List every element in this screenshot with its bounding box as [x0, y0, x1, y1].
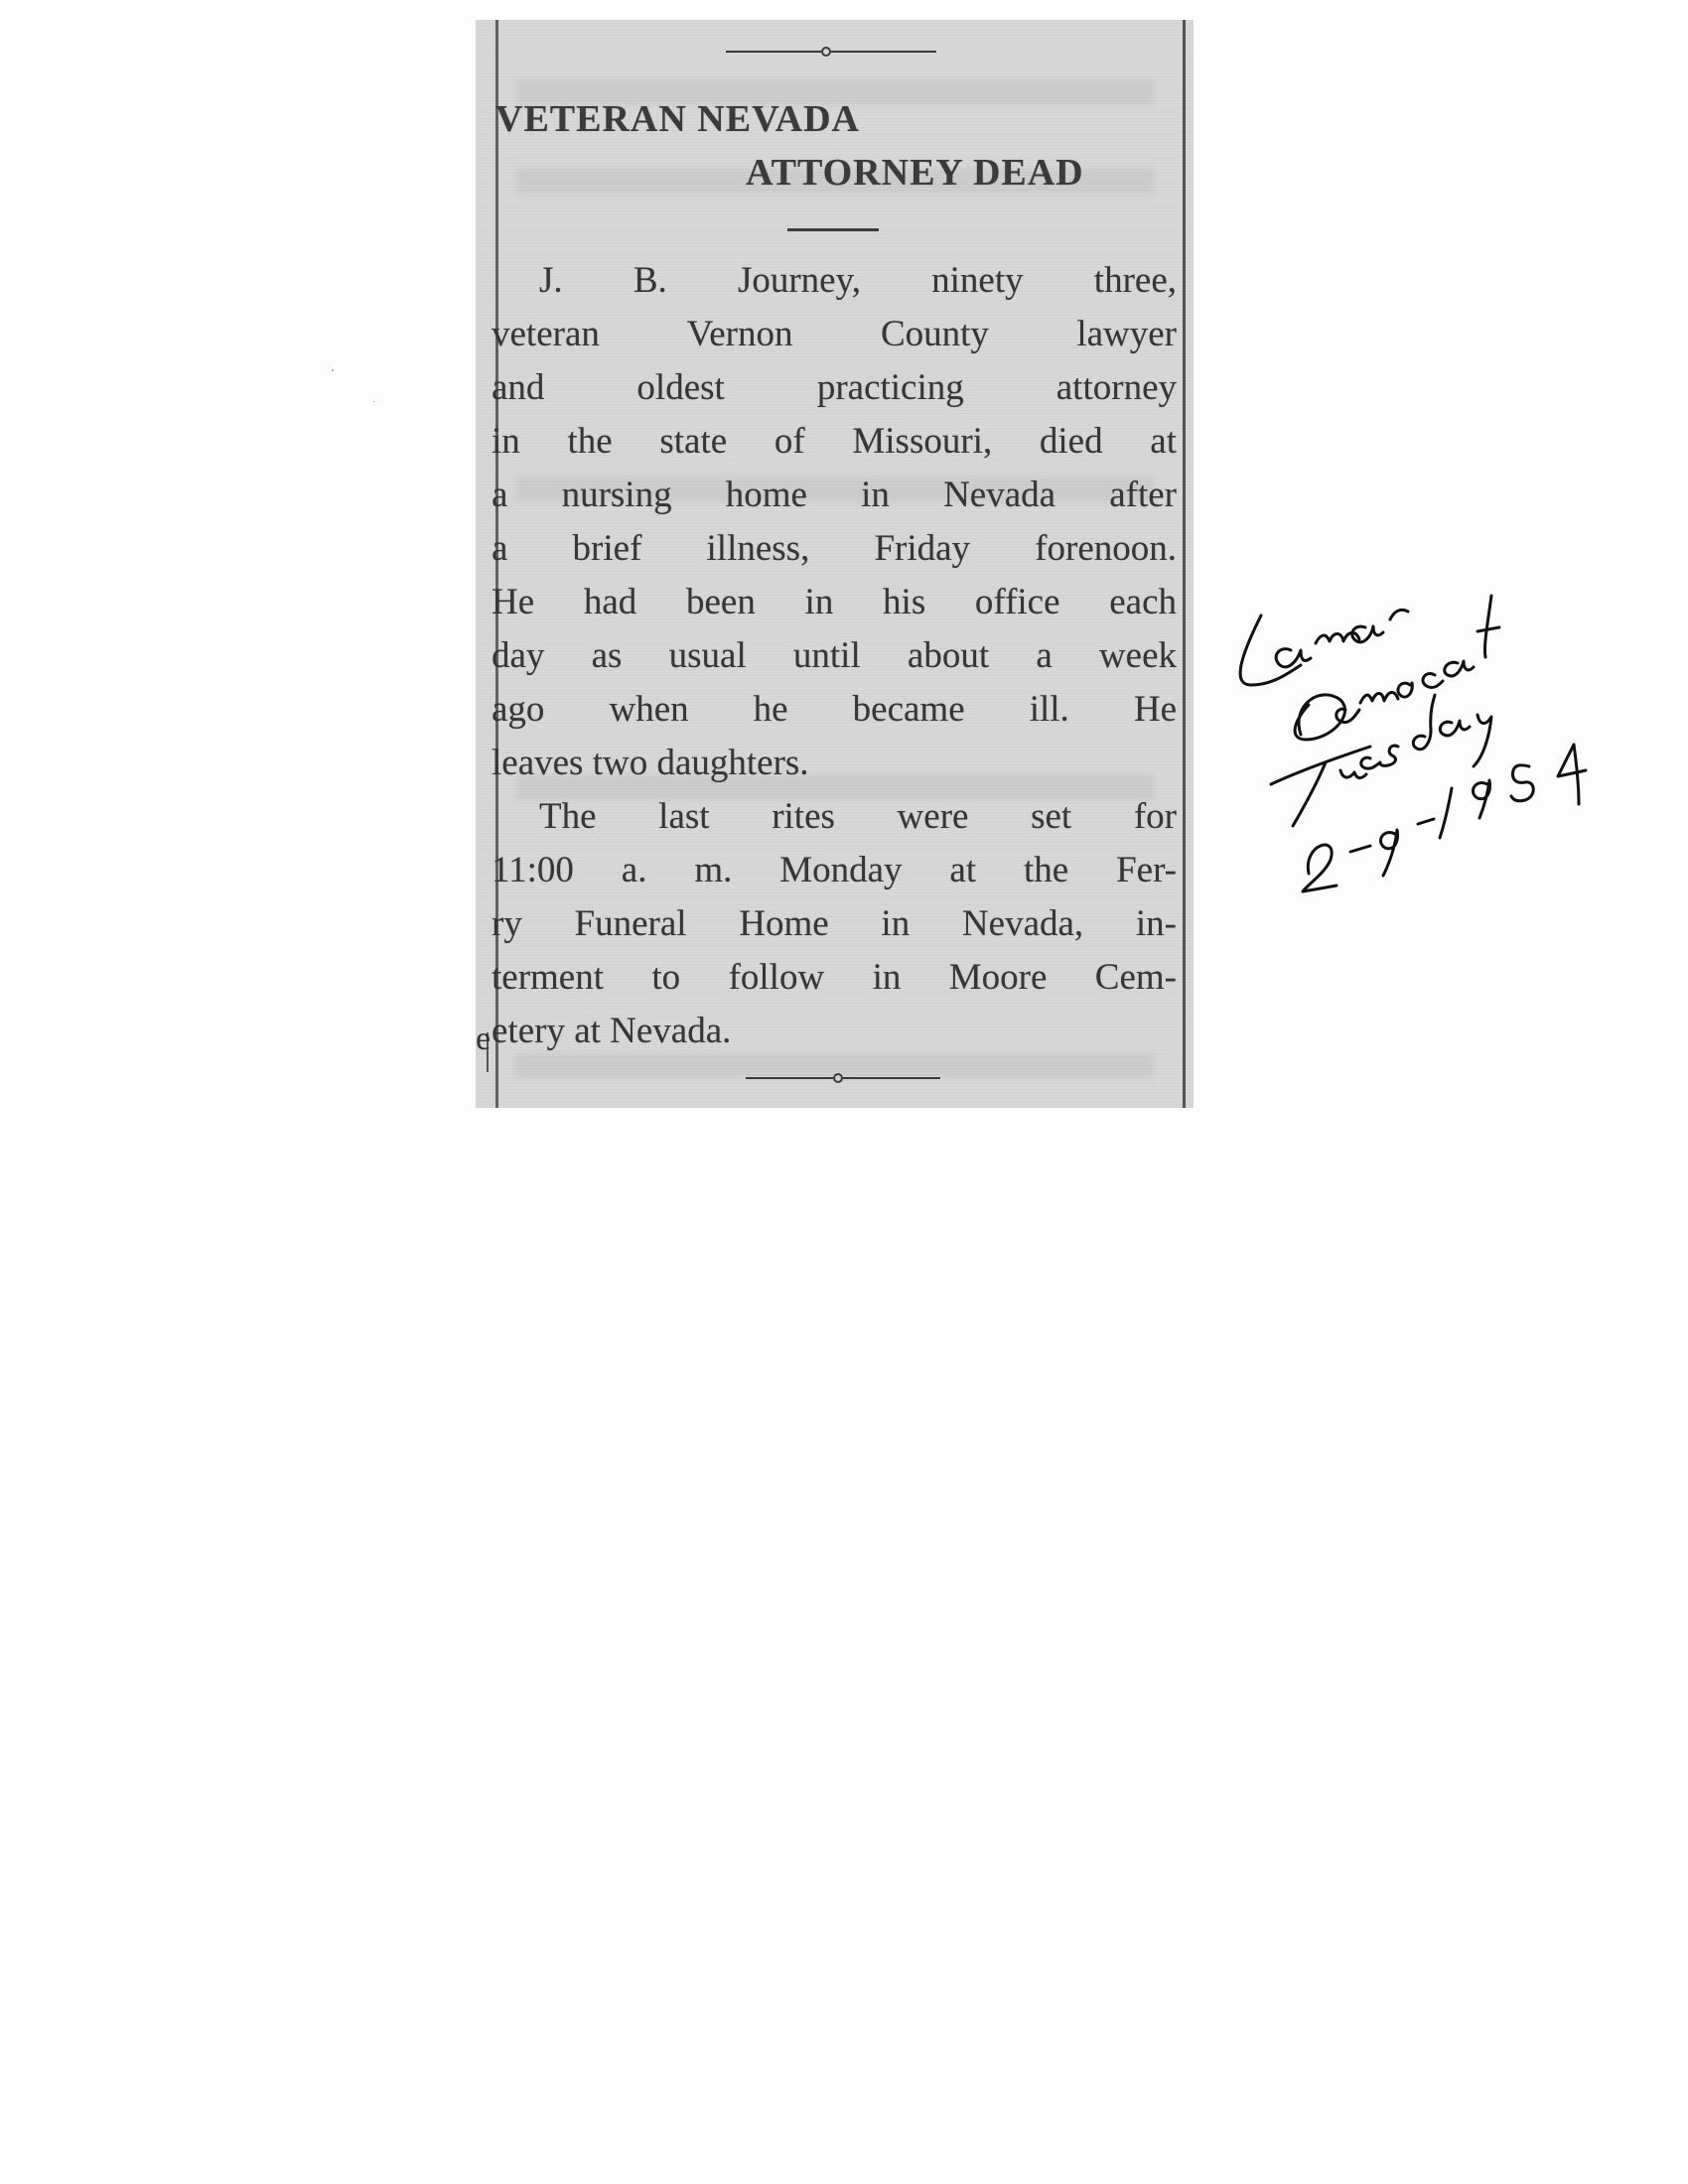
- bottom-ornament-rule: [746, 1068, 940, 1088]
- article-line: He had been in his office each: [492, 582, 1177, 622]
- handwriting-svg: [1231, 536, 1609, 893]
- article-line: etery at Nevada.: [492, 1011, 732, 1051]
- handwriting-stroke: [1390, 610, 1408, 619]
- article-line: terment to follow in Moore Cem-: [492, 957, 1177, 998]
- handwriting-stroke: [1558, 745, 1586, 804]
- article-line: ry Funeral Home in Nevada, in-: [492, 903, 1177, 944]
- handwriting-stroke: [1418, 819, 1434, 824]
- handwriting-stroke: [1398, 683, 1412, 697]
- handwriting-stroke: [1473, 780, 1489, 818]
- top-ornament-rule: [726, 42, 936, 62]
- handwriting-stroke: [1440, 788, 1452, 838]
- handwriting-stroke: [1336, 709, 1359, 722]
- article-line: a brief illness, Friday forenoon.: [492, 528, 1177, 569]
- column-rule-right: [1183, 20, 1186, 1108]
- cut-letter-fragment: e: [476, 1021, 492, 1057]
- article-line: in the state of Missouri, died at: [492, 421, 1177, 462]
- handwriting-stroke: [1413, 695, 1435, 750]
- handwriting-stroke: [1360, 692, 1398, 703]
- article-line: The last rites were set for: [539, 796, 1177, 837]
- handwriting-stroke: [1423, 674, 1443, 688]
- article-line: leaves two daughters.: [492, 743, 809, 783]
- article-line: J. B. Journey, ninety three,: [539, 260, 1177, 301]
- article-line: day as usual until about a week: [492, 635, 1177, 676]
- article-line: and oldest practicing attorney: [492, 367, 1177, 408]
- handwriting-stroke: [1380, 746, 1398, 765]
- handwriting-stroke: [1445, 661, 1474, 676]
- dust-speck: [332, 369, 334, 371]
- dust-speck: [373, 401, 374, 402]
- headline-line-2: ATTORNEY DEAD: [746, 152, 1084, 194]
- handwriting-stroke: [1303, 845, 1336, 891]
- handwriting-stroke: [1440, 721, 1470, 736]
- article-body: [492, 254, 1177, 1058]
- headline-line-1: VETERAN NEVADA: [495, 98, 860, 140]
- handwriting-stroke: [1511, 765, 1533, 801]
- handwriting-stroke: [1474, 715, 1491, 766]
- article-line: ago when he became ill. He: [492, 689, 1177, 730]
- handwriting-stroke: [1276, 649, 1311, 667]
- handwriting-stroke: [1380, 830, 1397, 876]
- article-line: 11:00 a. m. Monday at the Fer-: [492, 850, 1177, 890]
- handwriting-stroke: [1361, 757, 1380, 768]
- newspaper-clipping: [476, 20, 1194, 1108]
- handwriting-stroke: [1477, 596, 1499, 657]
- handwriting-stroke: [1350, 846, 1370, 852]
- article-line: a nursing home in Nevada after: [492, 475, 1177, 515]
- handwriting-strokes: [1240, 596, 1586, 891]
- handwritten-note: [1231, 536, 1609, 893]
- handwriting-stroke: [1340, 770, 1366, 778]
- handwriting-stroke: [1271, 747, 1370, 826]
- article-line: veteran Vernon County lawyer: [492, 314, 1177, 354]
- headline-divider: [787, 228, 879, 231]
